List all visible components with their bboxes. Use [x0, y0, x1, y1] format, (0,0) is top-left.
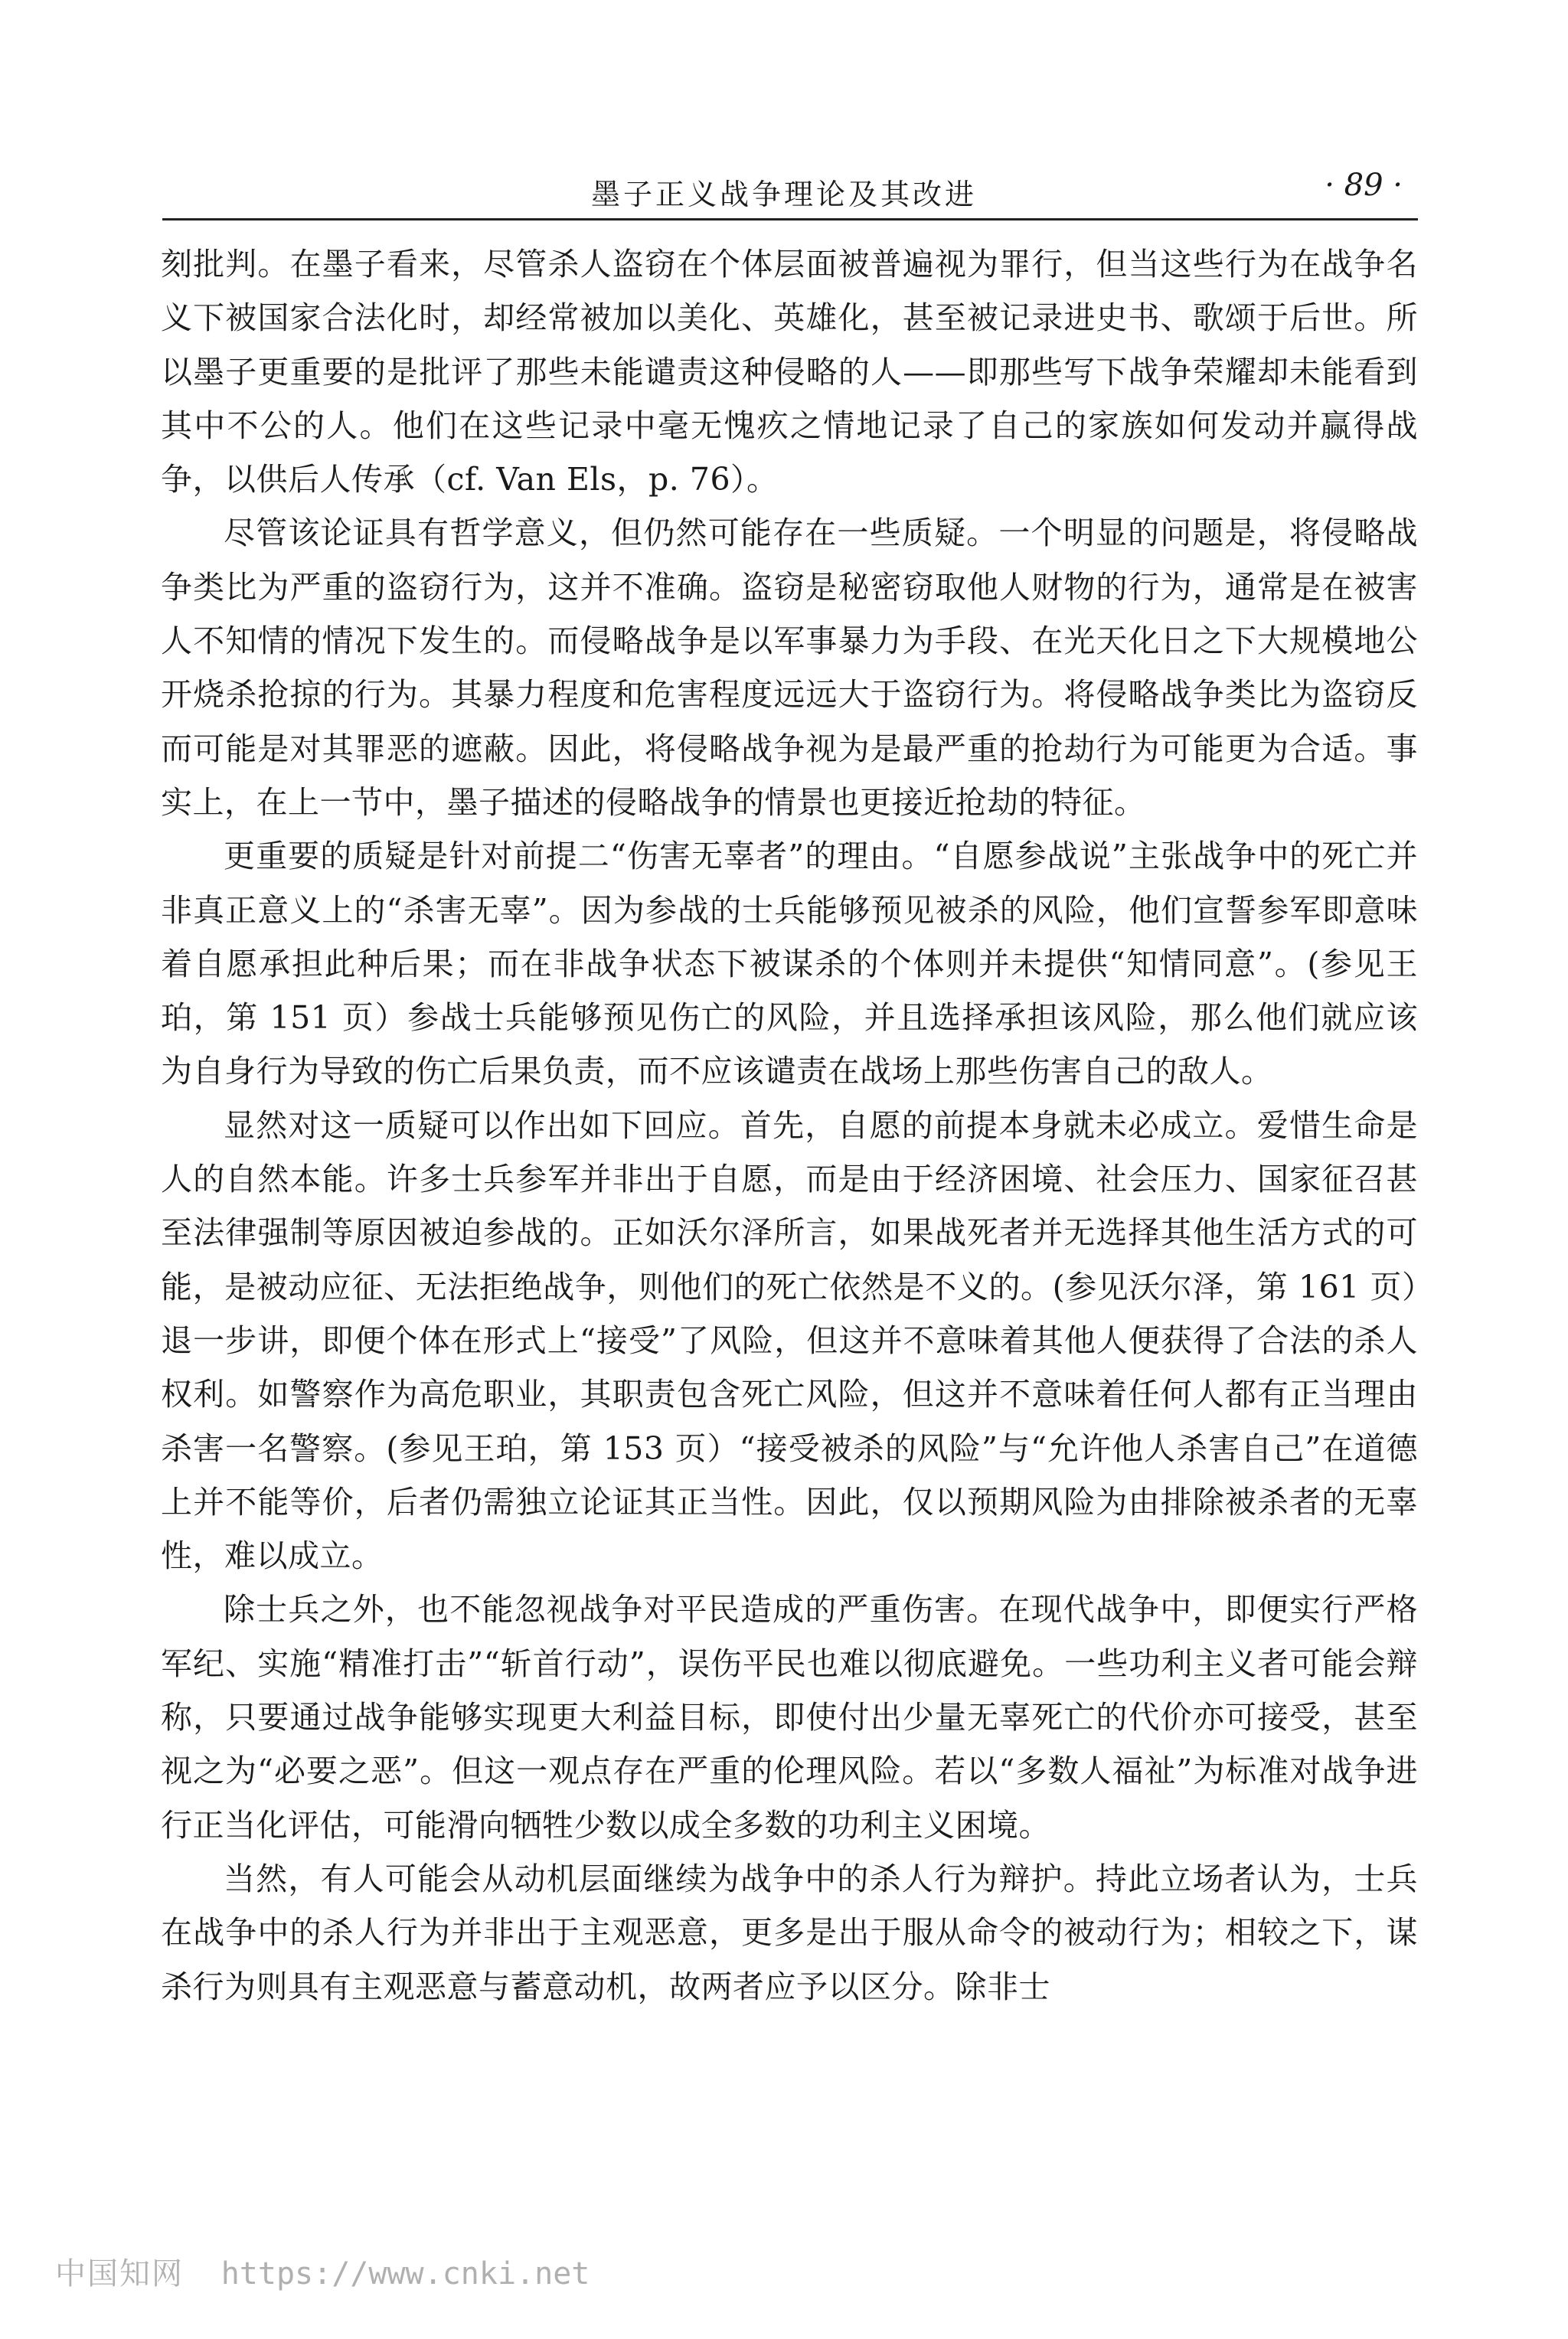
cnki-watermark — [55, 2249, 590, 2293]
article-body — [161, 237, 1418, 2014]
paragraph-continued: 刻批判。在墨子看来，尽管杀人盗窃在个体层面被普遍视为罪行，但当这些行为在战争名义下被国家合法化时，却经常被加以美化、英雄化，甚至被记录进史书、歌颂于后世。所以墨子更重要的是批评了那些未能谴责这种侵略的人——即那些写下战争荣耀却未能看到其中不公的人。他们在这些记录中毫无愧疚之情地记录了自己的家族如何发动并赢得战争，以供后人传承（cf. Van Els，p. 76）。 — [161, 246, 1418, 498]
paragraph: 当然，有人可能会从动机层面继续为战争中的杀人行为辩护。持此立场者认为，士兵在战争中的杀人行为并非出于主观恶意，更多是出于服从命令的被动行为；相较之下，谋杀行为则具有主观恶意与蓄意动机，故两者应予以区分。除非士 — [161, 1860, 1418, 2005]
running-title: 墨子正义战争理论及其改进 — [591, 178, 978, 211]
page-number: · 89 · — [1325, 168, 1403, 203]
paragraph: 除士兵之外，也不能忽视战争对平民造成的严重伤害。在现代战争中，即便实行严格军纪、实施“精准打击”“斩首行动”，误伤平民也难以彻底避免。一些功利主义者可能会辩称，只要通过战争能够实现更大利益目标，即使付出少量无辜死亡的代价亦可接受，甚至视之为“必要之恶”。但这一观点存在严重的伦理风险。若以“多数人福祉”为标准对战争进行正当化评估，可能滑向牺牲少数以成全多数的功利主义困境。 — [161, 1591, 1418, 1844]
paragraph: 尽管该论证具有哲学意义，但仍然可能存在一些质疑。一个明显的问题是，将侵略战争类比为严重的盗窃行为，这并不准确。盗窃是秘密窃取他人财物的行为，通常是在被害人不知情的情况下发生的。而侵略战争是以军事暴力为手段、在光天化日之下大规模地公开烧杀抢掠的行为。其暴力程度和危害程度远远大于盗窃行为。将侵略战争类比为盗窃反而可能是对其罪恶的遮蔽。因此，将侵略战争视为是最严重的抢劫行为可能更为合适。事实上，在上一节中，墨子描述的侵略战争的情景也更接近抢劫的特征。 — [161, 515, 1418, 821]
running-header — [162, 157, 1418, 221]
cnki-url[interactable]: https://www.cnki.net — [220, 2256, 590, 2292]
paragraph: 显然对这一质疑可以作出如下回应。首先，自愿的前提本身就未必成立。爱惜生命是人的自然本能。许多士兵参军并非出于自愿，而是由于经济困境、社会压力、国家征召甚至法律强制等原因被迫参战的。正如沃尔泽所言，如果战死者并无选择其他生活方式的可能，是被动应征、无法拒绝战争，则他们的死亡依然是不义的。(参见沃尔泽，第 161 页）退一步讲，即便个体在形式上“接受”了风险，但这并不意味着其他人便获得了合法的杀人权利。如警察作为高危职业，其职责包含死亡风险，但这并不意味着任何人都有正当理由杀害一名警察。(参见王珀，第 153 页）“接受被杀的风险”与“允许他人杀害自己”在道德上并不能等价，后者仍需独立论证其正当性。因此，仅以预期风险为由排除被杀者的无辜性，难以成立。 — [161, 1106, 1418, 1575]
cnki-logo: 中国知网 — [55, 2256, 184, 2292]
paragraph: 更重要的质疑是针对前提二“伤害无辜者”的理由。“自愿参战说”主张战争中的死亡并非真正意义上的“杀害无辜”。因为参战的士兵能够预见被杀的风险，他们宣誓参军即意味着自愿承担此种后果；而在非战争状态下被谋杀的个体则并未提供“知情同意”。(参见王珀，第 151 页）参战士兵能够预见伤亡的风险，并且选择承担该风险，那么他们就应该为自身行为导致的伤亡后果负责，而不应该谴责在战场上那些伤害自己的敌人。 — [161, 838, 1418, 1090]
